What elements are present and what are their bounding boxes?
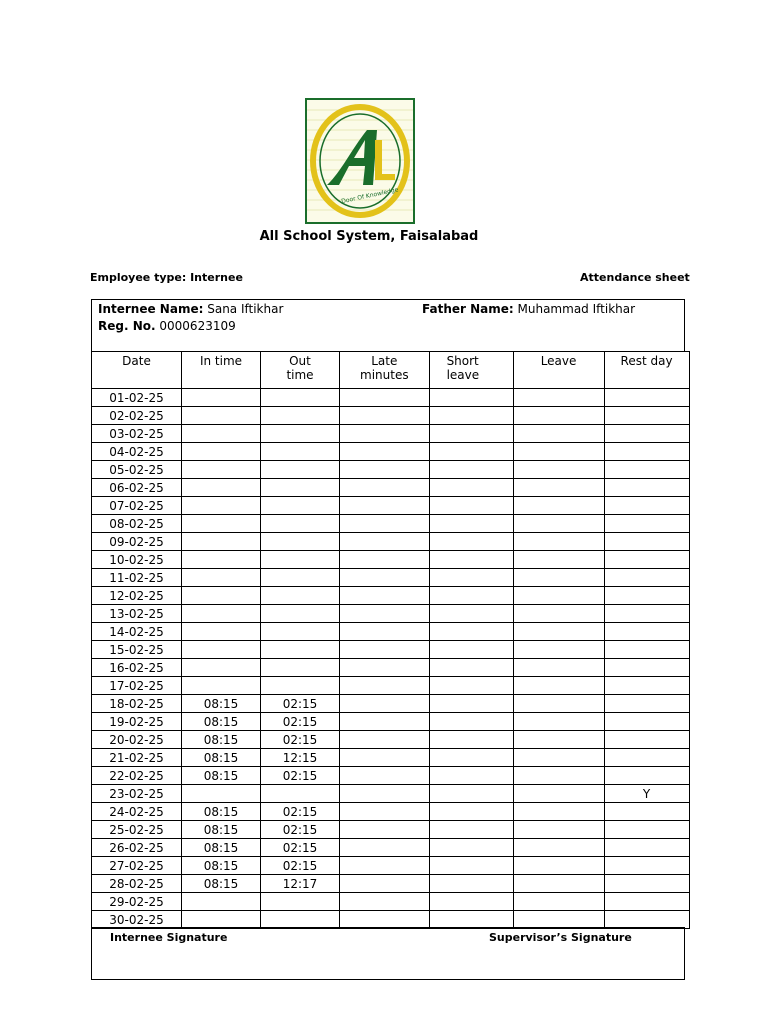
- table-cell: [604, 857, 689, 875]
- table-cell: [261, 533, 340, 551]
- table-cell: 10-02-25: [92, 551, 182, 569]
- table-cell: [429, 461, 513, 479]
- table-cell: Y: [604, 785, 689, 803]
- table-cell: [513, 515, 604, 533]
- table-cell: [429, 533, 513, 551]
- table-cell: 02:15: [261, 731, 340, 749]
- table-cell: 27-02-25: [92, 857, 182, 875]
- table-cell: 19-02-25: [92, 713, 182, 731]
- table-row: [92, 551, 690, 569]
- table-row: [92, 875, 690, 893]
- table-cell: 02-02-25: [92, 407, 182, 425]
- table-cell: [261, 497, 340, 515]
- table-cell: [340, 533, 430, 551]
- table-cell: [513, 407, 604, 425]
- table-cell: [261, 641, 340, 659]
- table-cell: [604, 443, 689, 461]
- registration-number: [98, 319, 236, 333]
- table-cell: 12:17: [261, 875, 340, 893]
- table-cell: 30-02-25: [92, 911, 182, 929]
- table-cell: [340, 641, 430, 659]
- table-row: [92, 605, 690, 623]
- table-cell: [513, 443, 604, 461]
- column-header: Leave: [513, 352, 604, 389]
- table-cell: [261, 893, 340, 911]
- table-cell: 07-02-25: [92, 497, 182, 515]
- table-cell: 08:15: [182, 875, 261, 893]
- table-row: [92, 893, 690, 911]
- table-cell: [340, 443, 430, 461]
- table-cell: [340, 695, 430, 713]
- table-row: [92, 749, 690, 767]
- internee-name-label: Internee Name:: [98, 302, 204, 316]
- table-cell: [513, 767, 604, 785]
- table-cell: [340, 803, 430, 821]
- table-cell: [429, 569, 513, 587]
- table-cell: [604, 533, 689, 551]
- table-cell: [513, 569, 604, 587]
- table-cell: [340, 875, 430, 893]
- table-cell: [261, 443, 340, 461]
- table-cell: [182, 587, 261, 605]
- table-cell: [429, 893, 513, 911]
- table-cell: [182, 407, 261, 425]
- table-cell: [429, 407, 513, 425]
- table-row: [92, 425, 690, 443]
- table-cell: [340, 479, 430, 497]
- table-cell: [261, 389, 340, 407]
- table-cell: [429, 731, 513, 749]
- table-cell: [261, 659, 340, 677]
- table-cell: [340, 551, 430, 569]
- employee-info-box: [91, 299, 685, 352]
- table-cell: [182, 533, 261, 551]
- table-cell: [340, 893, 430, 911]
- table-cell: [513, 803, 604, 821]
- table-cell: [340, 767, 430, 785]
- table-cell: [513, 713, 604, 731]
- table-row: [92, 839, 690, 857]
- table-cell: [604, 641, 689, 659]
- employee-type: Employee type: Internee: [90, 271, 243, 284]
- table-cell: [261, 569, 340, 587]
- table-cell: 05-02-25: [92, 461, 182, 479]
- table-cell: [604, 479, 689, 497]
- table-cell: [604, 389, 689, 407]
- table-row: [92, 497, 690, 515]
- table-cell: [340, 623, 430, 641]
- table-cell: [182, 497, 261, 515]
- sheet-title: Attendance sheet: [580, 271, 690, 284]
- table-cell: [182, 785, 261, 803]
- table-cell: 08-02-25: [92, 515, 182, 533]
- table-cell: [261, 479, 340, 497]
- table-cell: [261, 911, 340, 929]
- column-header: Short leave: [429, 352, 513, 389]
- table-cell: [182, 623, 261, 641]
- table-cell: 08:15: [182, 839, 261, 857]
- table-cell: [604, 407, 689, 425]
- table-cell: [340, 515, 430, 533]
- table-cell: 28-02-25: [92, 875, 182, 893]
- table-cell: [604, 893, 689, 911]
- table-cell: [604, 839, 689, 857]
- table-cell: [429, 515, 513, 533]
- table-cell: [261, 551, 340, 569]
- internee-signature-label: Internee Signature: [110, 931, 228, 944]
- column-header: In time: [182, 352, 261, 389]
- table-cell: 29-02-25: [92, 893, 182, 911]
- table-cell: [340, 587, 430, 605]
- table-cell: [182, 641, 261, 659]
- table-cell: 08:15: [182, 857, 261, 875]
- table-cell: [340, 461, 430, 479]
- table-cell: 02:15: [261, 695, 340, 713]
- table-cell: [513, 605, 604, 623]
- reg-no-value: 0000623109: [159, 319, 236, 333]
- table-cell: [182, 515, 261, 533]
- table-row: [92, 713, 690, 731]
- table-cell: [340, 569, 430, 587]
- table-cell: 17-02-25: [92, 677, 182, 695]
- table-cell: [604, 875, 689, 893]
- table-cell: 03-02-25: [92, 425, 182, 443]
- table-cell: [340, 821, 430, 839]
- table-cell: [513, 893, 604, 911]
- table-cell: [513, 785, 604, 803]
- table-row: [92, 803, 690, 821]
- internee-name: [98, 302, 283, 316]
- table-cell: 02:15: [261, 839, 340, 857]
- table-row: [92, 515, 690, 533]
- table-cell: 02:15: [261, 803, 340, 821]
- table-cell: [429, 425, 513, 443]
- table-cell: [513, 695, 604, 713]
- column-header: Out time: [261, 352, 340, 389]
- table-cell: [604, 497, 689, 515]
- table-cell: [513, 533, 604, 551]
- table-cell: [604, 659, 689, 677]
- table-row: [92, 461, 690, 479]
- table-cell: [513, 497, 604, 515]
- table-cell: [513, 911, 604, 929]
- table-cell: [429, 677, 513, 695]
- table-cell: [429, 803, 513, 821]
- table-cell: 24-02-25: [92, 803, 182, 821]
- table-cell: [182, 443, 261, 461]
- table-cell: [429, 443, 513, 461]
- table-cell: [429, 479, 513, 497]
- table-cell: [182, 551, 261, 569]
- table-cell: [340, 911, 430, 929]
- table-cell: [513, 839, 604, 857]
- table-cell: [604, 767, 689, 785]
- table-cell: 06-02-25: [92, 479, 182, 497]
- table-row: [92, 389, 690, 407]
- logo-tagline: Door Of Knowledge: [340, 186, 399, 206]
- table-cell: [182, 893, 261, 911]
- column-header: Late minutes: [340, 352, 430, 389]
- table-cell: [429, 713, 513, 731]
- table-cell: 04-02-25: [92, 443, 182, 461]
- table-cell: [429, 605, 513, 623]
- table-cell: 23-02-25: [92, 785, 182, 803]
- table-cell: [340, 713, 430, 731]
- table-cell: 08:15: [182, 713, 261, 731]
- table-cell: [513, 641, 604, 659]
- table-cell: [261, 623, 340, 641]
- table-row: [92, 569, 690, 587]
- table-cell: 08:15: [182, 767, 261, 785]
- table-cell: [261, 425, 340, 443]
- table-row: [92, 659, 690, 677]
- table-cell: [513, 875, 604, 893]
- school-name: All School System, Faisalabad: [259, 229, 479, 244]
- table-cell: [513, 677, 604, 695]
- school-logo-emblem: [307, 100, 413, 222]
- table-cell: 12-02-25: [92, 587, 182, 605]
- table-row: [92, 731, 690, 749]
- reg-no-label: Reg. No.: [98, 319, 156, 333]
- table-cell: 22-02-25: [92, 767, 182, 785]
- school-logo: [305, 98, 415, 224]
- table-cell: [604, 803, 689, 821]
- table-cell: [513, 857, 604, 875]
- table-cell: [340, 677, 430, 695]
- table-cell: [604, 713, 689, 731]
- table-row: [92, 821, 690, 839]
- table-cell: 08:15: [182, 749, 261, 767]
- table-cell: [604, 821, 689, 839]
- table-cell: [604, 605, 689, 623]
- table-cell: [340, 659, 430, 677]
- table-cell: [604, 911, 689, 929]
- table-cell: [513, 587, 604, 605]
- table-cell: [604, 515, 689, 533]
- table-cell: [429, 785, 513, 803]
- table-cell: [513, 461, 604, 479]
- table-row: [92, 677, 690, 695]
- table-cell: [604, 749, 689, 767]
- table-header-row: [92, 352, 690, 389]
- table-cell: [604, 731, 689, 749]
- table-cell: [340, 857, 430, 875]
- table-cell: 02:15: [261, 767, 340, 785]
- table-cell: [604, 623, 689, 641]
- table-cell: [513, 821, 604, 839]
- table-row: [92, 767, 690, 785]
- table-row: [92, 785, 690, 803]
- table-cell: [340, 407, 430, 425]
- table-cell: [261, 677, 340, 695]
- table-cell: [429, 839, 513, 857]
- table-cell: [429, 749, 513, 767]
- table-cell: [513, 551, 604, 569]
- table-cell: [604, 587, 689, 605]
- supervisor-signature-label: Supervisor’s Signature: [489, 931, 632, 944]
- table-cell: [261, 605, 340, 623]
- internee-name-value: Sana Iftikhar: [207, 302, 284, 316]
- father-name-value: Muhammad Iftikhar: [517, 302, 636, 316]
- table-cell: [513, 479, 604, 497]
- table-row: [92, 479, 690, 497]
- table-cell: [261, 407, 340, 425]
- table-row: [92, 695, 690, 713]
- table-cell: [604, 551, 689, 569]
- table-cell: 18-02-25: [92, 695, 182, 713]
- table-cell: [513, 623, 604, 641]
- table-cell: [513, 731, 604, 749]
- table-row: [92, 587, 690, 605]
- table-cell: 11-02-25: [92, 569, 182, 587]
- signature-box: [91, 927, 685, 980]
- table-cell: [429, 911, 513, 929]
- table-cell: 09-02-25: [92, 533, 182, 551]
- table-cell: [261, 461, 340, 479]
- table-cell: [340, 749, 430, 767]
- table-cell: 26-02-25: [92, 839, 182, 857]
- table-cell: [261, 587, 340, 605]
- table-cell: 08:15: [182, 821, 261, 839]
- table-cell: [604, 425, 689, 443]
- table-cell: [340, 605, 430, 623]
- table-body: [92, 389, 690, 929]
- table-cell: [429, 641, 513, 659]
- table-cell: 15-02-25: [92, 641, 182, 659]
- table-cell: 08:15: [182, 695, 261, 713]
- table-cell: 02:15: [261, 821, 340, 839]
- table-cell: 25-02-25: [92, 821, 182, 839]
- table-cell: [429, 821, 513, 839]
- table-cell: 20-02-25: [92, 731, 182, 749]
- table-cell: [182, 659, 261, 677]
- table-cell: [429, 497, 513, 515]
- table-cell: [513, 389, 604, 407]
- table-cell: [340, 497, 430, 515]
- table-cell: [182, 461, 261, 479]
- table-row: [92, 857, 690, 875]
- table-row: [92, 407, 690, 425]
- table-cell: 08:15: [182, 803, 261, 821]
- table-cell: 02:15: [261, 713, 340, 731]
- table-cell: [429, 623, 513, 641]
- table-cell: [182, 911, 261, 929]
- table-cell: [513, 749, 604, 767]
- column-header: Rest day: [604, 352, 689, 389]
- table-cell: [182, 677, 261, 695]
- table-cell: 16-02-25: [92, 659, 182, 677]
- table-cell: 12:15: [261, 749, 340, 767]
- table-cell: [429, 767, 513, 785]
- table-cell: [429, 389, 513, 407]
- column-header: Date: [92, 352, 182, 389]
- table-cell: [340, 389, 430, 407]
- table-cell: [604, 461, 689, 479]
- table-cell: [429, 587, 513, 605]
- table-cell: 08:15: [182, 731, 261, 749]
- table-row: [92, 641, 690, 659]
- father-name: [422, 302, 635, 316]
- table-cell: [604, 569, 689, 587]
- table-cell: 02:15: [261, 857, 340, 875]
- table-cell: [604, 695, 689, 713]
- table-cell: [513, 659, 604, 677]
- table-cell: [261, 515, 340, 533]
- table-cell: 14-02-25: [92, 623, 182, 641]
- table-cell: [182, 479, 261, 497]
- table-cell: [429, 659, 513, 677]
- table-cell: [182, 605, 261, 623]
- table-cell: [340, 839, 430, 857]
- table-cell: [340, 785, 430, 803]
- table-row: [92, 911, 690, 929]
- table-row: [92, 623, 690, 641]
- table-cell: [429, 857, 513, 875]
- table-cell: 13-02-25: [92, 605, 182, 623]
- table-row: [92, 533, 690, 551]
- table-cell: [261, 785, 340, 803]
- table-cell: [182, 389, 261, 407]
- table-cell: [604, 677, 689, 695]
- table-cell: [340, 731, 430, 749]
- table-cell: [513, 425, 604, 443]
- table-cell: [429, 695, 513, 713]
- table-cell: 21-02-25: [92, 749, 182, 767]
- attendance-table: [91, 351, 690, 929]
- table-cell: [340, 425, 430, 443]
- table-cell: [182, 569, 261, 587]
- father-name-label: Father Name:: [422, 302, 514, 316]
- table-cell: [182, 425, 261, 443]
- table-row: [92, 443, 690, 461]
- table-cell: [429, 551, 513, 569]
- table-cell: 01-02-25: [92, 389, 182, 407]
- table-cell: [429, 875, 513, 893]
